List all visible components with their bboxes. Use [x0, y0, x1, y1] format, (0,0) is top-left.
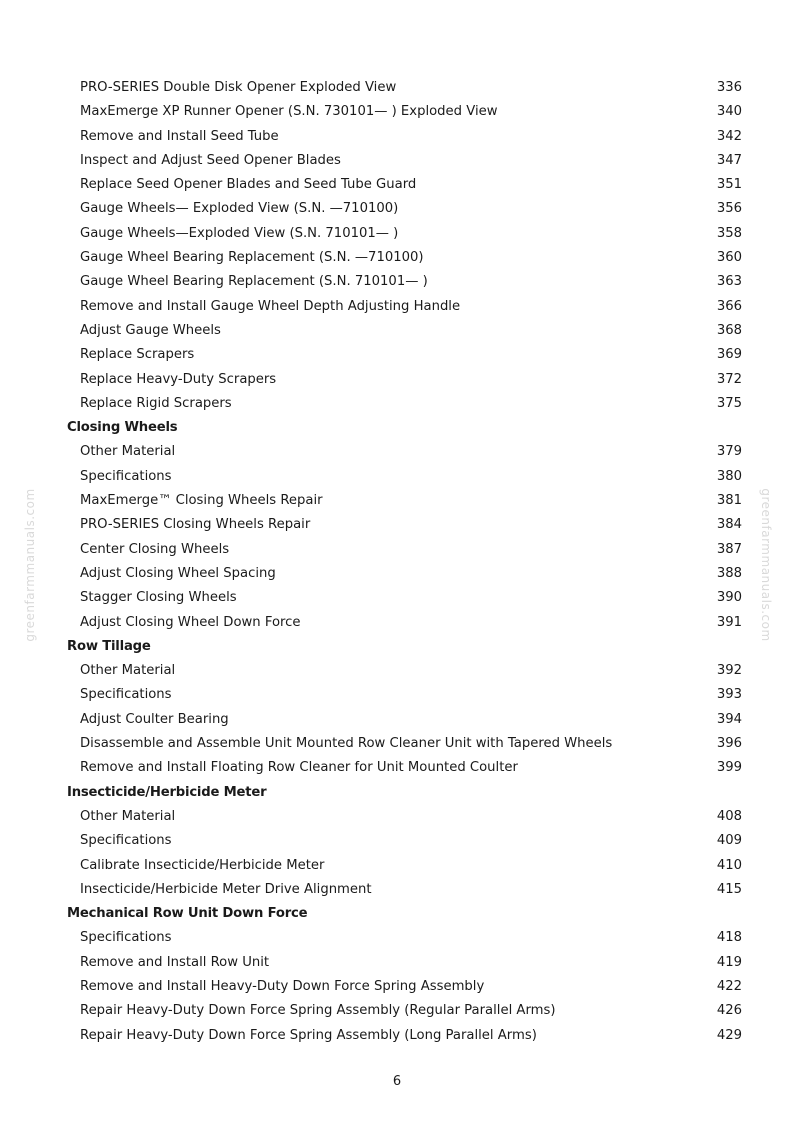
toc-entry-title: MaxEmerge XP Runner Opener (S.N. 730101— ) Exploded View: [80, 104, 498, 120]
toc-entry-page-number: 380: [716, 468, 742, 484]
toc-entry-page-number: 394: [716, 711, 742, 727]
toc-entry-page-number: 429: [716, 1027, 742, 1043]
toc-entry-page-number: 393: [716, 687, 742, 703]
toc-entry-page-number: 358: [716, 225, 742, 241]
page-number: 6: [392, 1074, 402, 1089]
toc-entry-page-number: 387: [716, 541, 742, 557]
toc-section-heading: [0, 416, 794, 440]
toc-entry-page-number: 360: [716, 250, 742, 266]
toc-entry-title: Remove and Install Floating Row Cleaner for Unit Mounted Coulter: [80, 760, 518, 776]
section-heading-title: Row Tillage: [67, 638, 151, 654]
toc-entry[interactable]: [0, 392, 794, 416]
toc-entry-page-number: 391: [716, 614, 742, 630]
toc-entry-title: Specifications: [80, 930, 172, 946]
toc-entry-page-number: 419: [716, 954, 742, 970]
toc-entry[interactable]: [0, 1024, 794, 1048]
toc-entry-page-number: 368: [716, 322, 742, 338]
section-heading-title: Mechanical Row Unit Down Force: [67, 906, 308, 922]
toc-entry-title: Other Material: [80, 663, 176, 679]
toc-entry-page-number: 340: [716, 104, 742, 120]
toc-entry-title: Repair Heavy-Duty Down Force Spring Assembly (Long Parallel Arms): [80, 1027, 537, 1043]
toc-entry-title: Other Material: [80, 444, 176, 460]
toc-entry-title: Remove and Install Row Unit: [80, 954, 270, 970]
toc-entry-title: Inspect and Adjust Seed Opener Blades: [80, 152, 341, 168]
toc-entry-page-number: 422: [716, 978, 742, 994]
toc-entry[interactable]: [0, 708, 794, 732]
toc-entry-title: Specifications: [80, 833, 172, 849]
toc-entry[interactable]: [0, 586, 794, 610]
toc-entry[interactable]: [0, 538, 794, 562]
toc-entry[interactable]: [0, 951, 794, 975]
toc-entry-title: PRO-SERIES Closing Wheels Repair: [80, 517, 311, 533]
toc-entry-page-number: 356: [716, 201, 742, 217]
toc-entry[interactable]: [0, 76, 794, 100]
toc-entry[interactable]: [0, 368, 794, 392]
toc-entry[interactable]: [0, 270, 794, 294]
toc-entry-page-number: 388: [716, 565, 742, 581]
toc-entry[interactable]: [0, 611, 794, 635]
toc-entry-page-number: 426: [716, 1003, 742, 1019]
toc-entry[interactable]: [0, 926, 794, 950]
toc-entry[interactable]: [0, 756, 794, 780]
toc-entry[interactable]: [0, 562, 794, 586]
watermark-left: greenfarmmanuals.com: [23, 488, 37, 642]
toc-entry[interactable]: [0, 878, 794, 902]
toc-entry[interactable]: [0, 513, 794, 537]
toc-entry[interactable]: [0, 125, 794, 149]
toc-entry-title: Center Closing Wheels: [80, 541, 230, 557]
toc-entry-title: Gauge Wheel Bearing Replacement (S.N. —710100): [80, 250, 424, 266]
toc-entry-page-number: 363: [716, 274, 742, 290]
toc-entry-page-number: 372: [716, 371, 742, 387]
toc-entry-title: Replace Heavy-Duty Scrapers: [80, 371, 277, 387]
toc-entry-page-number: 375: [716, 395, 742, 411]
toc-section-heading: [0, 635, 794, 659]
toc-section-heading: [0, 781, 794, 805]
toc-entry-title: MaxEmerge™ Closing Wheels Repair: [80, 493, 323, 509]
toc-entry-page-number: 409: [716, 833, 742, 849]
toc-entry-title: Repair Heavy-Duty Down Force Spring Assembly (Regular Parallel Arms): [80, 1003, 556, 1019]
toc-entry[interactable]: [0, 100, 794, 124]
toc-entry-page-number: 342: [716, 128, 742, 144]
toc-entry[interactable]: [0, 999, 794, 1023]
toc-entry[interactable]: [0, 829, 794, 853]
toc-entry[interactable]: [0, 319, 794, 343]
toc-entry-title: Replace Scrapers: [80, 347, 195, 363]
toc-entry-page-number: 396: [716, 736, 742, 752]
toc-entry[interactable]: [0, 246, 794, 270]
toc-entry[interactable]: [0, 222, 794, 246]
table-of-contents: [0, 76, 794, 1048]
toc-entry-title: Remove and Install Heavy-Duty Down Force Spring Assembly: [80, 978, 485, 994]
toc-entry-title: Insecticide/Herbicide Meter Drive Alignment: [80, 881, 372, 897]
toc-entry-page-number: 415: [716, 881, 742, 897]
toc-entry-page-number: 369: [716, 347, 742, 363]
toc-entry-page-number: 408: [716, 808, 742, 824]
toc-entry[interactable]: [0, 343, 794, 367]
toc-entry-title: Specifications: [80, 468, 172, 484]
toc-entry-page-number: 390: [716, 590, 742, 606]
toc-entry-title: Adjust Coulter Bearing: [80, 711, 229, 727]
toc-entry-page-number: 384: [716, 517, 742, 533]
toc-entry-page-number: 418: [716, 930, 742, 946]
toc-section-heading: [0, 902, 794, 926]
toc-entry-title: Replace Rigid Scrapers: [80, 395, 232, 411]
toc-entry-title: Disassemble and Assemble Unit Mounted Row Cleaner Unit with Tapered Wheels: [80, 736, 613, 752]
toc-entry-title: Replace Seed Opener Blades and Seed Tube Guard: [80, 177, 417, 193]
toc-entry-title: Adjust Gauge Wheels: [80, 322, 221, 338]
toc-entry[interactable]: [0, 489, 794, 513]
watermark-right: greenfarmmanuals.com: [759, 488, 773, 642]
toc-entry-title: Remove and Install Gauge Wheel Depth Adjusting Handle: [80, 298, 461, 314]
toc-entry-page-number: 392: [716, 663, 742, 679]
toc-entry[interactable]: [0, 440, 794, 464]
toc-entry-page-number: 381: [716, 493, 742, 509]
toc-entry-title: Specifications: [80, 687, 172, 703]
toc-entry-title: Adjust Closing Wheel Down Force: [80, 614, 301, 630]
toc-entry[interactable]: [0, 659, 794, 683]
toc-entry[interactable]: [0, 149, 794, 173]
toc-entry[interactable]: [0, 197, 794, 221]
toc-entry[interactable]: [0, 805, 794, 829]
toc-entry-page-number: 366: [716, 298, 742, 314]
toc-entry-title: Stagger Closing Wheels: [80, 590, 237, 606]
toc-entry-title: Gauge Wheels—Exploded View (S.N. 710101— ): [80, 225, 399, 241]
toc-entry-title: Gauge Wheel Bearing Replacement (S.N. 710101— ): [80, 274, 428, 290]
section-heading-title: Closing Wheels: [67, 420, 178, 436]
toc-entry[interactable]: [0, 295, 794, 319]
toc-entry-page-number: 347: [716, 152, 742, 168]
toc-entry[interactable]: [0, 173, 794, 197]
toc-entry-page-number: 379: [716, 444, 742, 460]
toc-entry[interactable]: [0, 975, 794, 999]
toc-entry-page-number: 399: [716, 760, 742, 776]
toc-entry-title: Other Material: [80, 808, 176, 824]
toc-entry-page-number: 351: [716, 177, 742, 193]
toc-entry[interactable]: [0, 465, 794, 489]
toc-entry-page-number: 336: [716, 80, 742, 95]
toc-entry-title: Gauge Wheels— Exploded View (S.N. —710100): [80, 201, 399, 217]
toc-entry-title: Remove and Install Seed Tube: [80, 128, 279, 144]
toc-entry-title: Adjust Closing Wheel Spacing: [80, 565, 276, 581]
toc-entry[interactable]: [0, 854, 794, 878]
toc-entry-title: PRO-SERIES Double Disk Opener Exploded View: [80, 80, 397, 95]
toc-entry[interactable]: [0, 732, 794, 756]
toc-entry[interactable]: [0, 683, 794, 707]
toc-entry-title: Calibrate Insecticide/Herbicide Meter: [80, 857, 325, 873]
toc-entry-page-number: 410: [716, 857, 742, 873]
section-heading-title: Insecticide/Herbicide Meter: [67, 784, 267, 800]
